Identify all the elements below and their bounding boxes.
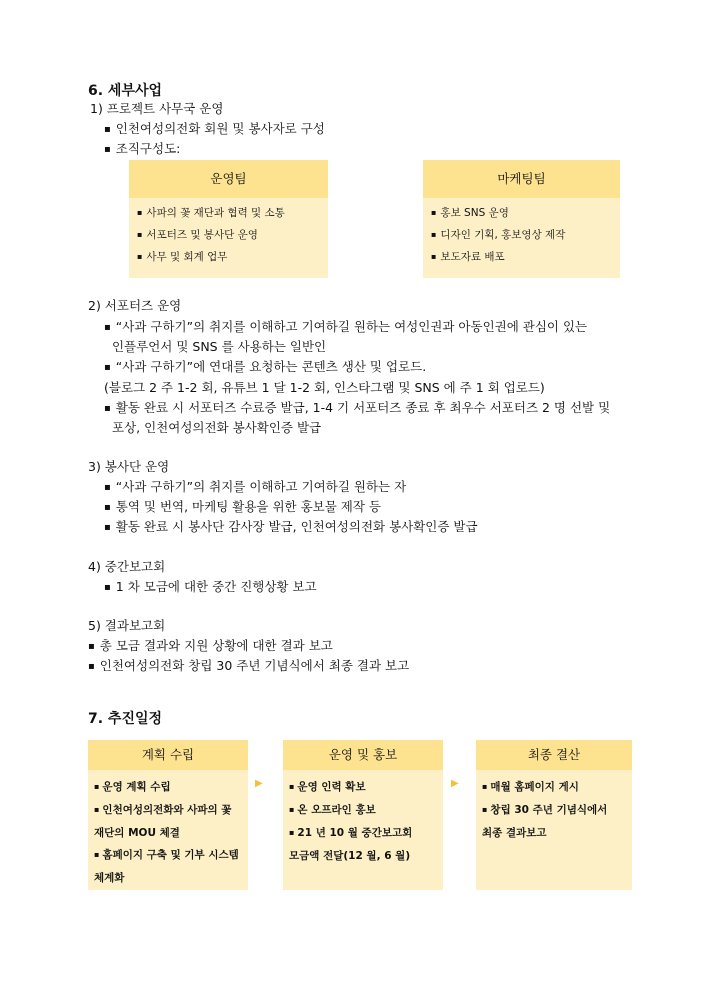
subsection-2-note: (블로그 2 주 1-2 회, 유튜브 1 달 1-2 회, 인스타그램 및 SNS 에 주 1 회 업로드): [104, 380, 545, 395]
org-left-item: ▪ 사파의 꽃 재단과 협력 및 소통: [137, 202, 328, 224]
schedule-stage-operation: [283, 740, 443, 890]
org-right-item: ▪ 홍보 SNS 운영: [431, 202, 620, 224]
subsection-2-bullet-3: ▪ 활동 완료 시 서포터즈 수료증 발급, 1-4 기 서포터즈 종료 후 최우수 서포터즈 2 명 선발 및: [104, 399, 610, 419]
section-7-title: 7. 추진일정: [88, 711, 163, 727]
schedule-stage-final: [476, 740, 632, 890]
stage-final-body: [476, 770, 632, 890]
subsection-2-bullet-3-cont: 포상, 인천여성의전화 봉사확인증 발급: [112, 420, 322, 435]
stage-item-text-cont: 최종 결과보고: [482, 827, 547, 839]
subsection-1-bullet-1: ▪ 인천여성의전화 회원 및 봉사자로 구성: [104, 120, 325, 140]
org-right-item: ▪ 보도자료 배포: [431, 246, 620, 268]
stage-item-text: ▪ 매월 홈페이지 게시: [482, 781, 579, 793]
stage-item: [289, 799, 437, 822]
section-6-title: 6. 세부사업: [88, 83, 163, 99]
stage-item: [94, 844, 242, 889]
org-right-item: ▪ 디자인 기획, 홍보영상 제작: [431, 224, 620, 246]
stage-item-text: ▪ 운영 인력 확보: [289, 781, 366, 793]
stage-item-text-cont: 체계화: [94, 872, 125, 884]
org-left-item: ▪ 서포터즈 및 봉사단 운영: [137, 224, 328, 246]
stage-item: [94, 799, 242, 844]
subsection-3-bullet-1: ▪ “사과 구하기”의 취지를 이해하고 기여하길 원하는 자: [104, 478, 406, 498]
subsection-2-bullet-1-cont: 인플루언서 및 SNS 를 사용하는 일반인: [112, 339, 327, 354]
stage-planning-body: [88, 770, 248, 890]
org-team-left: [129, 160, 328, 278]
subsection-4-heading: 4) 중간보고회: [88, 559, 166, 574]
subsection-5-bullet-1: ▪ 총 모금 결과와 지원 상황에 대한 결과 보고: [88, 637, 333, 657]
org-team-left-body: [129, 198, 328, 278]
org-team-right-body: [423, 198, 620, 278]
stage-item-text: ▪ 창립 30 주년 기념식에서: [482, 799, 626, 822]
stage-operation-title: 운영 및 홍보: [283, 740, 443, 770]
stage-item: [94, 776, 242, 799]
org-team-left-title: 운영팀: [129, 160, 328, 198]
stage-item-text: ▪ 홈페이지 구축 및 기부 시스템: [94, 844, 242, 867]
stage-item-text: ▪ 21 년 10 월 중간보고회: [289, 822, 437, 845]
subsection-1-heading: 1) 프로젝트 사무국 운영: [90, 101, 224, 116]
stage-item: [289, 822, 437, 867]
subsection-3-heading: 3) 봉사단 운영: [88, 459, 170, 474]
subsection-5-heading: 5) 결과보고회: [88, 618, 166, 633]
subsection-3-bullet-2: ▪ 통역 및 번역, 마케팅 활용을 위한 홍보물 제작 등: [104, 498, 381, 518]
org-left-item: ▪ 사무 및 회계 업무: [137, 246, 328, 268]
org-team-right: [423, 160, 620, 278]
arrow-right-icon: ▶: [255, 778, 263, 789]
stage-item-text: ▪ 인천여성의전화와 사파의 꽃: [94, 799, 242, 822]
stage-planning-title: 계획 수립: [88, 740, 248, 770]
subsection-3-bullet-3: ▪ 활동 완료 시 봉사단 감사장 발급, 인천여성의전화 봉사확인증 발급: [104, 518, 478, 538]
subsection-2-heading: 2) 서포터즈 운영: [88, 298, 182, 313]
stage-item: [289, 776, 437, 799]
stage-final-title: 최종 결산: [476, 740, 632, 770]
stage-item-text-cont: 모금액 전달(12 월, 6 월): [289, 850, 411, 862]
subsection-5-bullet-2: ▪ 인천여성의전화 창립 30 주년 기념식에서 최종 결과 보고: [88, 657, 409, 677]
stage-item-text-cont: 재단의 MOU 체결: [94, 827, 180, 839]
org-team-right-title: 마케팅팀: [423, 160, 620, 198]
subsection-2-bullet-1: ▪ “사과 구하기”의 취지를 이해하고 기여하길 원하는 여성인권과 아동인권에 관심이 있는: [104, 318, 587, 338]
stage-operation-body: [283, 770, 443, 890]
subsection-1-bullet-2: ▪ 조직구성도:: [104, 140, 180, 160]
arrow-right-icon: ▶: [451, 778, 459, 789]
stage-item-text: ▪ 온 오프라인 홍보: [289, 804, 376, 816]
stage-item: [482, 799, 626, 844]
stage-item-text: ▪ 운영 계획 수립: [94, 781, 171, 793]
schedule-stage-planning: [88, 740, 248, 890]
stage-item: [482, 776, 626, 799]
subsection-2-bullet-2: ▪ “사과 구하기”에 연대를 요청하는 콘텐츠 생산 및 업로드.: [104, 358, 426, 378]
subsection-4-bullet-1: ▪ 1 차 모금에 대한 중간 진행상황 보고: [104, 578, 317, 598]
